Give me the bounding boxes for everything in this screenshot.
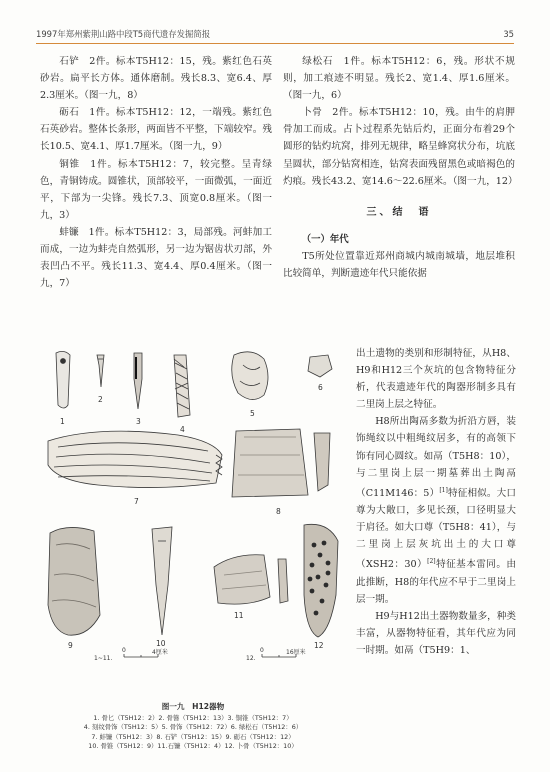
- caption-line: 1. 骨匕（T5H12：2）2. 骨簪（T5H12：13）3. 铜锥（T5H12：7）: [93, 713, 293, 722]
- stone-sickle-drawing: [214, 555, 288, 604]
- scale-right-value: 16厘米: [286, 649, 306, 656]
- item-number: 7: [134, 497, 139, 506]
- figure-19: [38, 345, 348, 670]
- reference-mark[interactable]: [2]: [427, 558, 436, 566]
- artifact-drawings: [38, 345, 348, 670]
- item-number: 4: [180, 425, 185, 434]
- bronze-awl-drawing: [134, 353, 142, 409]
- caption-line: 7. 蚌镰（T5H12：3）8. 石铲（T5H12：15）9. 砺石（T5H12：12）: [91, 732, 295, 741]
- caption-title: 图一九 H12器物: [161, 702, 225, 711]
- stone-spade-drawing: [232, 429, 330, 497]
- carved-bone-ornament-drawing: [174, 355, 190, 417]
- paragraph: 出土遗物的类别和形制特征，从H8、H9和H12三个灰坑的包含物特征分析，代表遗迹年代的陶器形制多具有二里岗上层之特征。: [356, 348, 516, 411]
- bone-spatula-drawing: [56, 351, 70, 408]
- oracle-bone-drawing: [304, 524, 338, 637]
- paragraph: 石铲 2件。标本T5H12：15，残。紫红色石英砂岩。扁平长方体。通体磨制。残长8.3、宽6.4、厚2.3厘米。（图一九，8）: [40, 56, 272, 102]
- page-header: [36, 26, 514, 42]
- item-number: 12: [314, 641, 324, 650]
- subsection-heading: （一）年代: [301, 233, 349, 245]
- scale-left-label: 1~11.: [94, 655, 113, 662]
- figure-caption: [36, 702, 350, 752]
- paragraph-text: 特征基本雷同。由此推断，H8的年代应不早于二里岗上层一期。: [356, 559, 516, 605]
- caption-line: 4. 刻纹骨饰（T5H12：5）5. 骨饰（T5H12：72）6. 绿松石（T5H12：6）: [83, 723, 303, 731]
- item-number: 6: [318, 383, 323, 392]
- paragraph-text: H8所出陶鬲多数为折沿方唇，装饰绳纹以中粗绳纹居多，有的高领下饰有同心圆纹。如鬲（T5H8：10），与二里岗上层一期墓葬出土陶鬲（C11M146：5）: [356, 416, 516, 499]
- item-number: 10: [156, 639, 166, 648]
- turquoise-drawing: [308, 355, 332, 377]
- bone-awl-drawing: [152, 527, 172, 635]
- running-title: 1997年郑州紫荆山路中段T5商代遗存发掘简报: [36, 29, 211, 39]
- paragraph: H9与H12出土器物数量多，种类丰富，从器物特征看，其年代应为同一时期。如鬲（T5H9：1、: [356, 610, 516, 656]
- caption-line: 10. 骨锥（T5H12：9）11.石镰（T5H12：4）12. 卜骨（T5H12：10）: [88, 742, 298, 750]
- item-number: 9: [68, 641, 73, 650]
- item-number: 5: [250, 409, 255, 418]
- scale-left-value: 4厘米: [152, 649, 168, 656]
- header-rule: [36, 43, 514, 44]
- section-heading: 三、结 语: [366, 206, 432, 218]
- left-column: [40, 53, 272, 292]
- shell-sickle-drawing: [48, 431, 222, 487]
- narrow-column: [356, 345, 516, 659]
- scale-right-zero: 0: [260, 647, 264, 654]
- reference-mark[interactable]: [1]: [439, 486, 448, 494]
- page-number: 35: [503, 29, 514, 39]
- scale-left-zero: 0: [122, 647, 126, 654]
- item-number: 3: [136, 417, 141, 426]
- item-number: 8: [276, 507, 281, 516]
- right-column: [283, 53, 518, 282]
- item-number: 1: [60, 417, 65, 426]
- item-number: 11: [234, 611, 244, 620]
- paragraph: 蚌镰 1件。标本T5H12：3，局部残。河蚌加工而成，一边为蚌壳自然弧形，另一边为锯齿状刃部，外表凹凸不平。残长11.3、宽4.4、厚0.4厘米。（图一九，7）: [40, 226, 272, 290]
- paragraph: 绿松石 1件。标本T5H12：6，残。形状不规则，加工痕迹不明显。残长2、宽1.4、厚1.6厘米。（图一九，6）: [283, 56, 515, 102]
- paragraph: T5所处位置靠近郑州商城内城南城墙，地层堆积比较简单，判断遗迹年代只能依据: [283, 250, 515, 280]
- paragraph: [356, 413, 516, 607]
- item-number: 2: [98, 395, 103, 404]
- whetstone-drawing: [48, 527, 100, 635]
- paragraph-text: 特征相似。大口尊为大敞口，多见长颈，口径明显大于肩径。如大口尊（T5H8：41），与二里岗上层灰坑出土的大口尊（XSH2：30）: [356, 487, 516, 571]
- scale-right-label: 12.: [246, 655, 256, 662]
- paragraph: 铜锥 1件。标本T5H12：7，较完整。呈青绿色，青铜铸成。圆锥状，顶部较平，一面微弧，一面近平，下部为一尖锋。残长7.3、顶宽0.8厘米。（图一九，3）: [40, 158, 272, 221]
- paragraph: 砺石 1件。标本T5H12：12，一端残。紫红色石英砂岩。整体长条形，两面皆不平整，下端较窄。残长10.5、宽4.1、厚1.7厘米。（图一九，9）: [40, 107, 272, 153]
- bone-ornament-drawing: [232, 352, 268, 400]
- bone-hairpin-drawing: [97, 355, 104, 387]
- paragraph: 卜骨 2件。标本T5H12：10，残。由牛的肩胛骨加工而成。占卜过程系先钻后灼，正面分布着29个圆形的钻灼坑窝，排列无规律，略呈蜂窝状分布，坑底呈圆状，部分钻窝相连，钻窝表面残留黑色或暗褐色的灼痕。残长43.2、宽14.6～22.6厘米。（图一九，12）: [283, 107, 518, 187]
